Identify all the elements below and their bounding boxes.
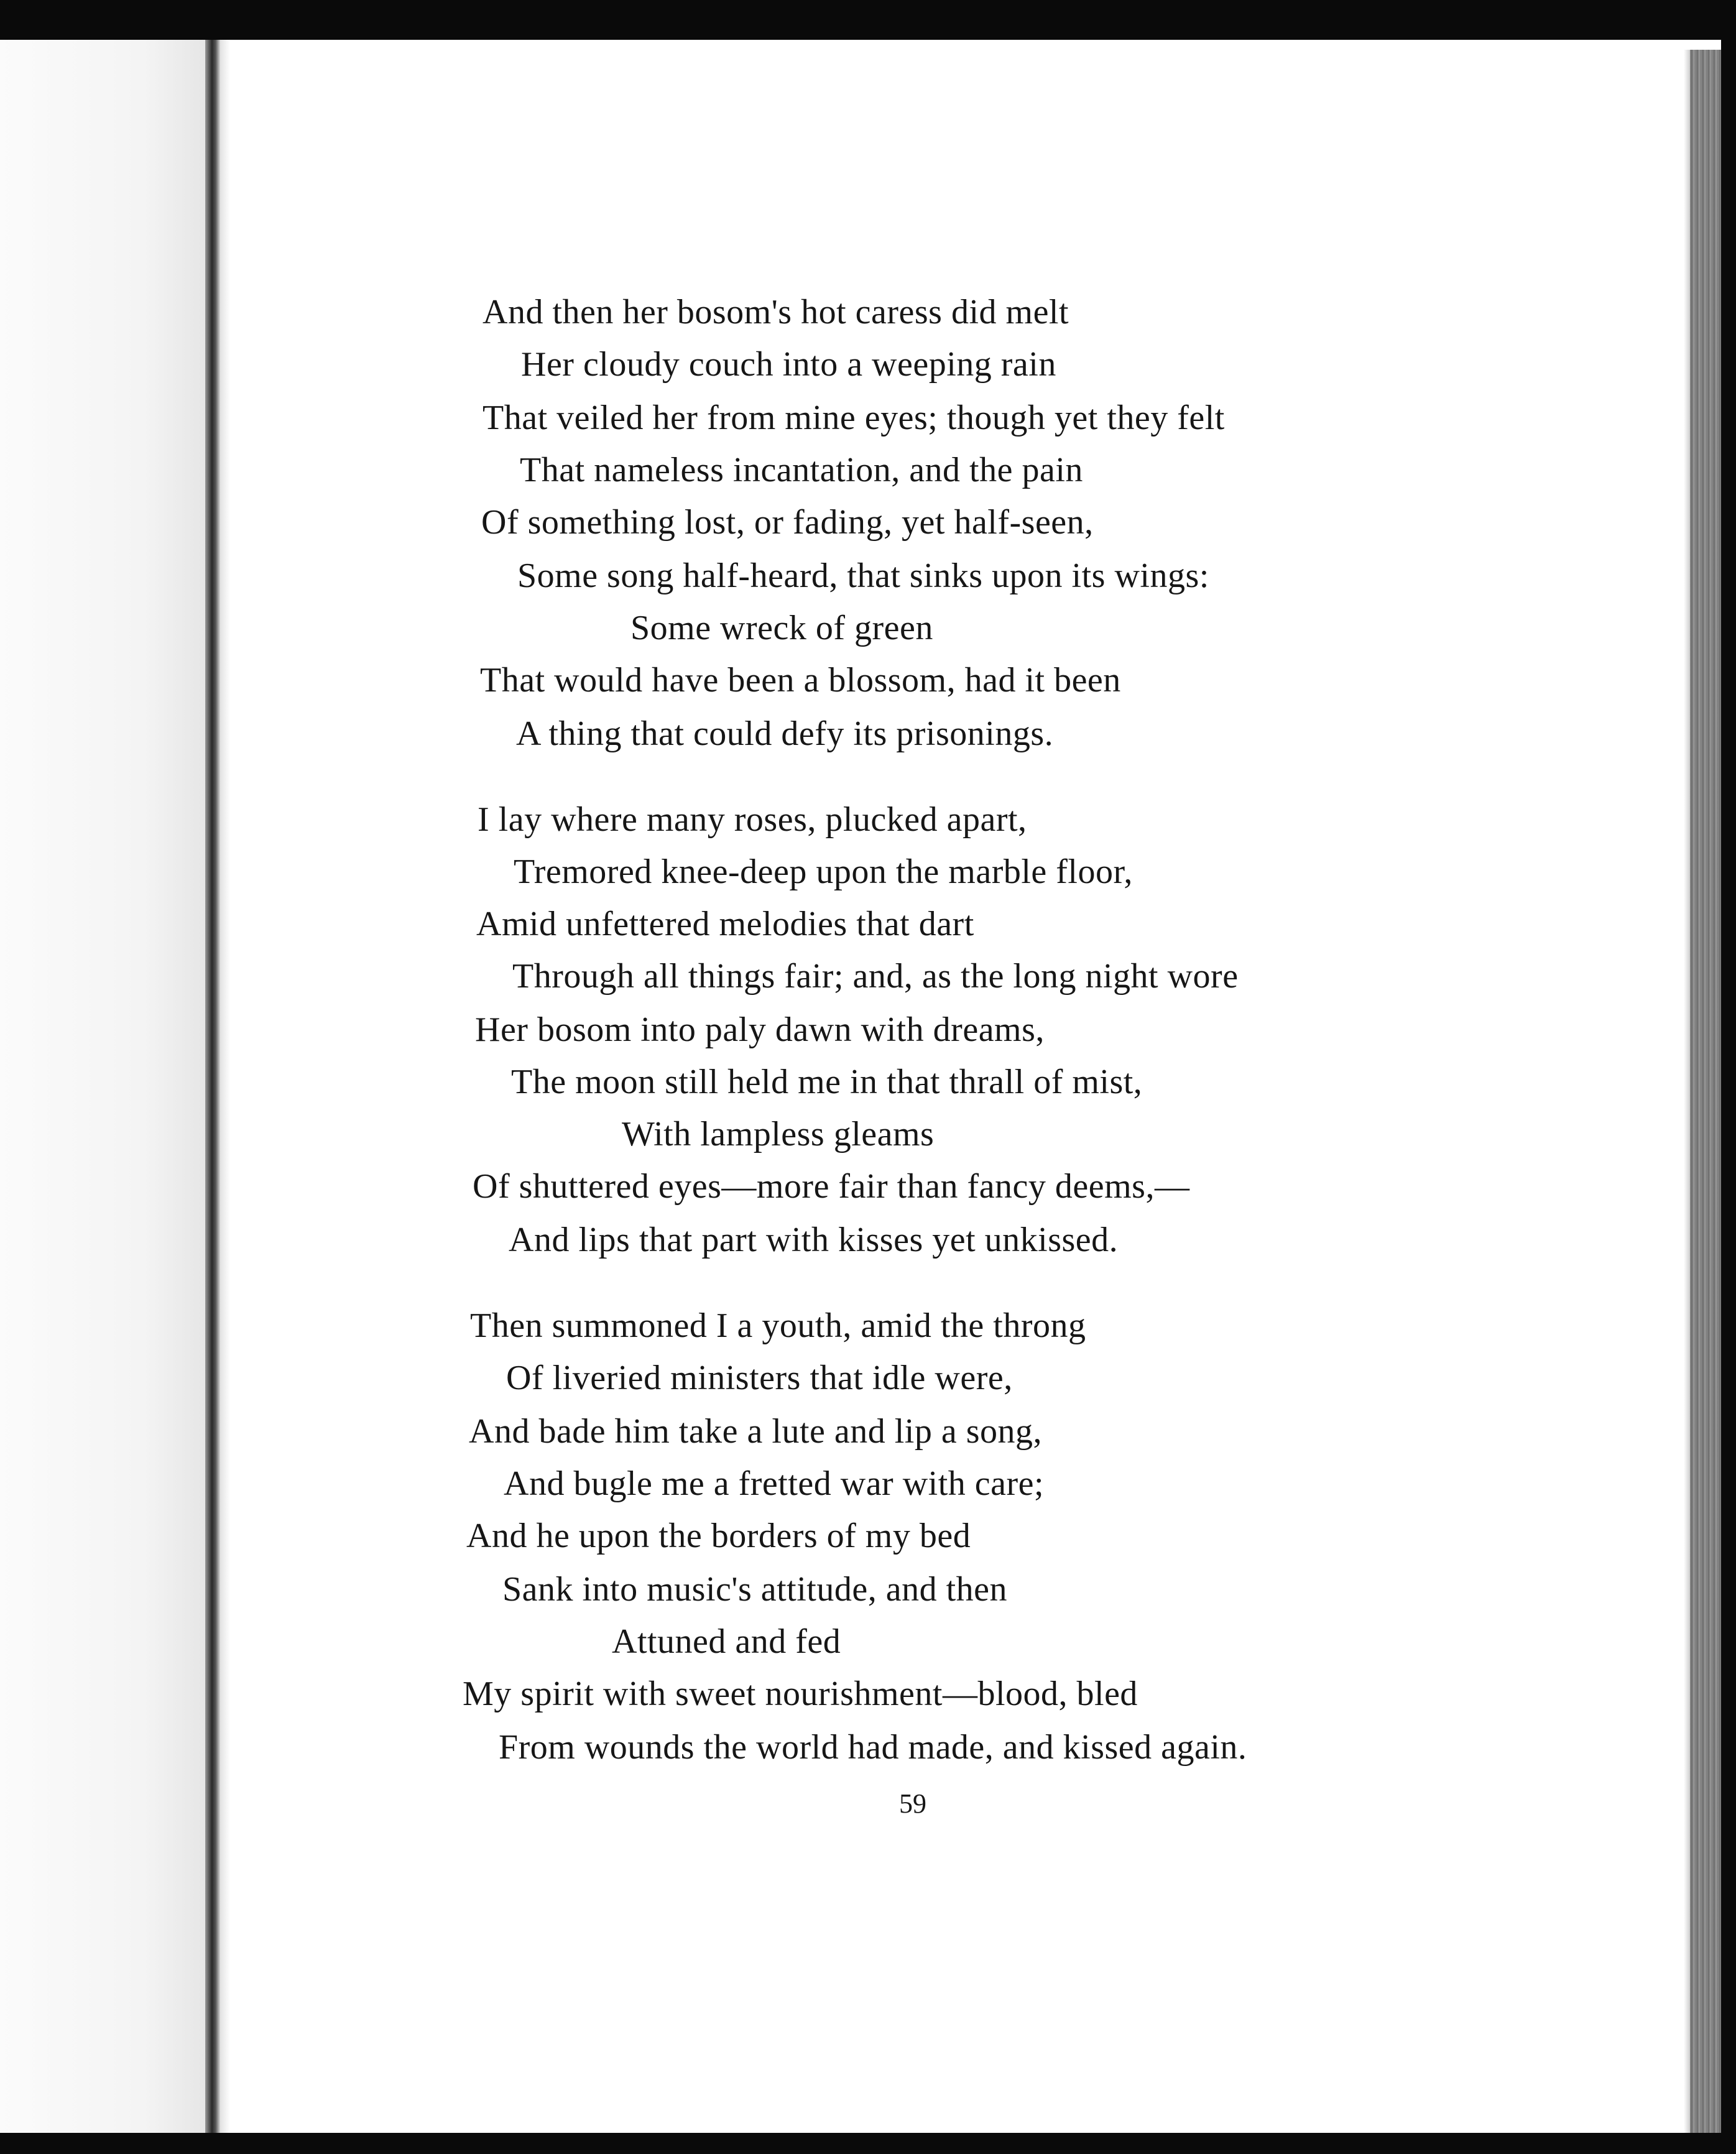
poem-line: With lampless gleams bbox=[622, 1115, 935, 1153]
book-edge bbox=[1690, 50, 1721, 2133]
scan-border-right bbox=[1721, 0, 1736, 2154]
poem-line: Her bosom into paly dawn with dreams, bbox=[475, 1010, 1045, 1049]
poem-line: Amid unfettered melodies that dart bbox=[476, 905, 974, 943]
poem-line: And he upon the borders of my bed bbox=[466, 1517, 971, 1555]
poem-line: And bugle me a fretted war with care; bbox=[504, 1464, 1045, 1503]
poem-line: Tremored knee-deep upon the marble floor, bbox=[514, 853, 1133, 891]
facing-page bbox=[0, 40, 205, 2133]
poem-line: From wounds the world had made, and kissed again. bbox=[499, 1728, 1247, 1767]
poem-line: Attuned and fed bbox=[612, 1622, 841, 1661]
poem-line: Through all things fair; and, as the long night wore bbox=[512, 957, 1239, 996]
poem-line: The moon still held me in that thrall of mist, bbox=[511, 1063, 1143, 1101]
book-gutter bbox=[205, 40, 220, 2133]
poem-line: Then summoned I a youth, amid the throng bbox=[470, 1306, 1086, 1345]
poem-line: A thing that could defy its prisonings. bbox=[516, 714, 1054, 753]
poem-line: That veiled her from mine eyes; though yet they felt bbox=[482, 399, 1225, 437]
gutter-edge bbox=[220, 40, 230, 2133]
scan-border-top bbox=[0, 0, 1736, 40]
poem-line: And then her bosom's hot caress did melt bbox=[482, 293, 1069, 331]
poem-line: That nameless incantation, and the pain bbox=[520, 451, 1083, 489]
poem-line: And lips that part with kisses yet unkissed. bbox=[509, 1221, 1119, 1259]
poem-line: My spirit with sweet nourishment—blood, bled bbox=[463, 1675, 1138, 1713]
poem-line: Of shuttered eyes—more fair than fancy deems,— bbox=[473, 1167, 1190, 1206]
poem-line: Sank into music's attitude, and then bbox=[502, 1570, 1007, 1609]
book-edge-shadow bbox=[1684, 50, 1690, 2133]
poem-line: Some wreck of green bbox=[630, 609, 933, 647]
poem-line: Of something lost, or fading, yet half-seen, bbox=[481, 503, 1094, 542]
poem-line: Her cloudy couch into a weeping rain bbox=[521, 345, 1056, 384]
poem-line: And bade him take a lute and lip a song, bbox=[469, 1412, 1042, 1451]
poem-line: That would have been a blossom, had it been bbox=[480, 661, 1121, 700]
scan-border-bottom bbox=[0, 2133, 1736, 2154]
poem-line: I lay where many roses, plucked apart, bbox=[478, 800, 1027, 839]
book-page bbox=[230, 40, 1669, 2133]
poem-line: Of liveried ministers that idle were, bbox=[506, 1359, 1013, 1397]
page-number: 59 bbox=[899, 1788, 926, 1819]
poem-line: Some song half-heard, that sinks upon its wings: bbox=[517, 557, 1209, 595]
